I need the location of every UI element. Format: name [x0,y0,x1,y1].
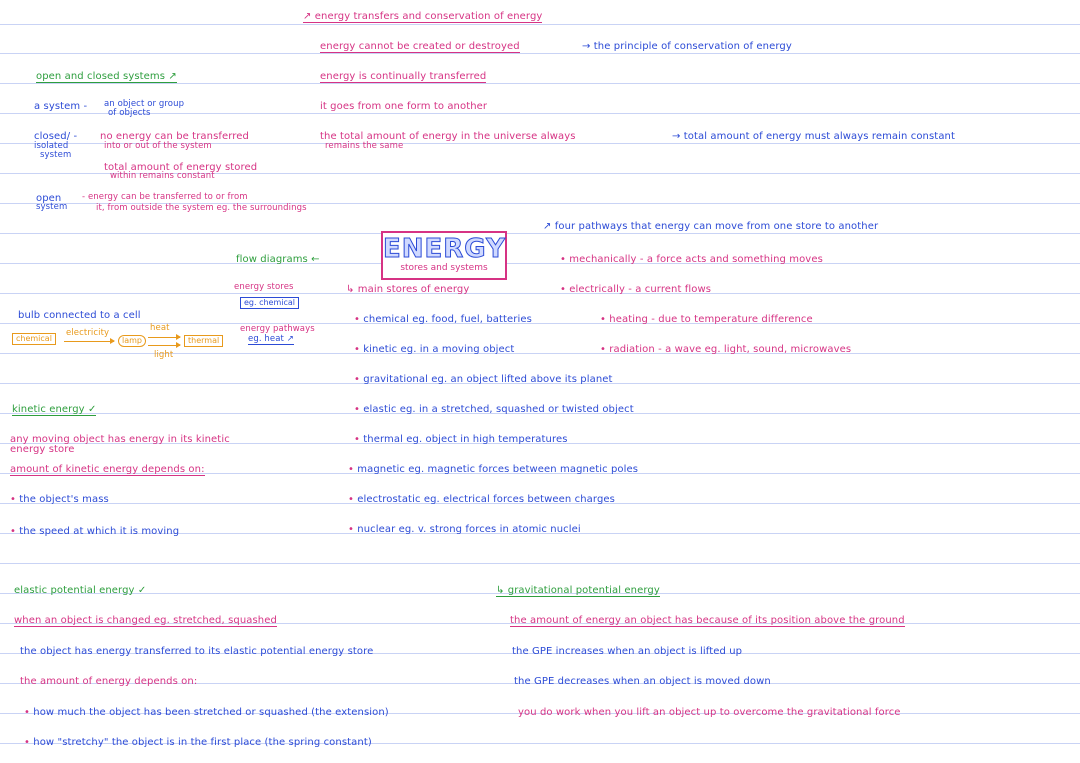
closed-def-3: total amount of energy stored [104,162,258,173]
energy-subtitle: stores and systems [400,263,488,273]
closed-def-4: within remains constant [110,171,215,181]
elastic-line-1: when an object is changed eg. stretched, squashed [14,615,277,626]
system-def-2: of objects [108,108,151,118]
elastic-bullet-spring: • how "stretchy" the object is in the first place (the spring constant) [24,737,372,748]
kinetic-heading: kinetic energy ✓ [12,404,97,415]
closed-label-3: system [40,150,72,160]
conservation-line-4b: remains the same [325,141,404,151]
arrow-lamp-light [148,345,180,346]
store-chemical: • chemical eg. food, fuel, batteries [354,314,532,325]
chemical-store-box: chemical [12,333,56,345]
conservation-line-2: energy is continually transferred [320,71,487,82]
energy-title-box [381,231,507,280]
pathways-heading: ↗ four pathways that energy can move from one store to another [543,221,879,232]
flow-diagrams-heading: flow diagrams ← [236,254,320,265]
energy-stores-label: energy stores [234,282,294,292]
store-kinetic: • kinetic eg. in a moving object [354,344,515,355]
pathway-radiation: • radiation - a wave eg. light, sound, microwaves [600,344,852,355]
conservation-line-1a: energy cannot be created or destroyed [320,41,520,52]
stores-example-box: eg. chemical [240,297,299,309]
lamp-box: lamp [118,335,146,347]
arrow-lamp-thermal [148,337,180,338]
gpe-line-1: the amount of energy an object has because of its position above the ground [510,615,905,626]
conservation-line-1b: → the principle of conservation of energy [582,41,792,52]
store-elastic: • elastic eg. in a stretched, squashed or twisted object [354,404,634,415]
pathways-example: eg. heat ↗ [248,334,295,344]
system-label: a system - [34,101,88,112]
elastic-heading: elastic potential energy ✓ [14,585,147,596]
energy-pathways-label: energy pathways [240,324,315,334]
elastic-line-3: the amount of energy depends on: [20,676,198,687]
elastic-bullet-extension: • how much the object has been stretched or squashed (the extension) [24,707,389,718]
pathway-mechanical: • mechanically - a force acts and something moves [560,254,823,265]
heat-label: heat [150,323,170,333]
kinetic-line-1: any moving object has energy in its kinetic [10,434,230,445]
conservation-line-4a: the total amount of energy in the universe always [320,131,576,142]
kinetic-line-2: energy store [10,444,75,455]
pathway-heating: • heating - due to temperature difference [600,314,813,325]
gpe-line-4: you do work when you lift an object up to overcome the gravitational force [518,707,901,718]
light-label: light [154,350,174,360]
store-electrostatic: • electrostatic eg. electrical forces between charges [348,494,615,505]
open-def-2: it, from outside the system eg. the surroundings [96,203,307,213]
conservation-line-4c: → total amount of energy must always remain constant [672,131,956,142]
elastic-line-2: the object has energy transferred to its elastic potential energy store [20,646,374,657]
conservation-line-3: it goes from one form to another [320,101,488,112]
closed-def-2: into or out of the system [104,141,212,151]
closed-label-2: isolated [34,141,69,151]
pathway-electrical: • electrically - a current flows [560,284,712,295]
bulb-heading: bulb connected to a cell [18,310,141,321]
energy-title: ENERGY [383,234,506,264]
systems-heading: open and closed systems ↗ [36,71,177,82]
main-stores-heading: ↳ main stores of energy [346,284,470,295]
gpe-heading: ↳ gravitational potential energy [496,585,660,596]
store-nuclear: • nuclear eg. v. strong forces in atomic nuclei [348,524,581,535]
store-gravitational: • gravitational eg. an object lifted above its planet [354,374,613,385]
electricity-label: electricity [66,328,110,338]
system-def-1: an object or group [104,99,185,109]
kinetic-line-3: amount of kinetic energy depends on: [10,464,205,475]
closed-def-1: no energy can be transferred [100,131,249,142]
conservation-heading: ↗ energy transfers and conservation of energy [303,11,543,22]
open-label: open [36,193,62,204]
open-label-2: system [36,202,68,212]
kinetic-bullet-mass: • the object's mass [10,494,109,505]
store-magnetic: • magnetic eg. magnetic forces between magnetic poles [348,464,639,475]
gpe-line-2: the GPE increases when an object is lifted up [512,646,743,657]
open-def-1: - energy can be transferred to or from [82,192,248,202]
store-thermal: • thermal eg. object in high temperatures [354,434,568,445]
kinetic-bullet-speed: • the speed at which it is moving [10,526,180,537]
thermal-store-box: thermal [184,335,223,347]
gpe-line-3: the GPE decreases when an object is moved down [514,676,771,687]
arrow-chemical-lamp [64,341,114,342]
closed-label: closed/ - [34,131,78,142]
